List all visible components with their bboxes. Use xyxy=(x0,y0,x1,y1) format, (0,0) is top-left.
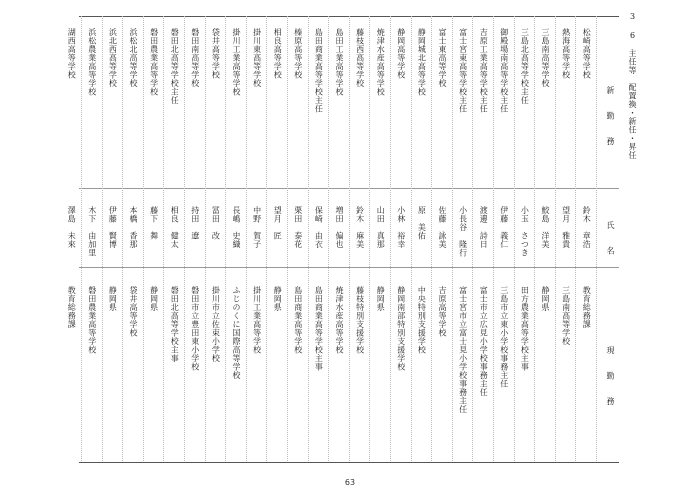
new-post-cell: 相良高等学校 xyxy=(273,28,283,79)
personnel-table xyxy=(67,16,619,461)
new-post-cell: 島田商業高等学校主任 xyxy=(314,28,324,113)
table-row xyxy=(288,16,309,461)
current-post-cell: 田方農業高等学校主事 xyxy=(520,286,530,371)
name-cell: 鮫島 洋美 xyxy=(540,206,550,249)
current-post-cell: 静岡県 xyxy=(108,286,118,312)
header-new-post: 新 勤 務 xyxy=(606,86,615,146)
new-post-cell: 三島南高等学校 xyxy=(540,28,550,88)
table-row xyxy=(309,16,330,461)
current-post-cell: 藤枝特別支援学校 xyxy=(355,286,365,354)
name-cell: 相良 健太 xyxy=(170,206,180,249)
new-post-cell: 静岡高等学校 xyxy=(396,28,406,79)
page-number: 63 xyxy=(344,478,356,487)
new-post-cell: 磐田北高等学校主任 xyxy=(170,28,180,105)
table-row xyxy=(556,16,577,461)
table-row xyxy=(494,16,515,461)
new-post-cell: 御殿場南高等学校主任 xyxy=(499,28,509,113)
table-row xyxy=(226,16,247,461)
current-post-cell: 静岡県 xyxy=(376,286,386,312)
name-cell: 保崎 由衣 xyxy=(314,206,324,249)
new-post-cell: 焼津水産高等学校 xyxy=(376,28,386,96)
header-name: 氏 名 xyxy=(606,221,615,255)
current-post-cell: 掛川工業高等学校 xyxy=(252,286,262,354)
current-post-cell: 教育総務課 xyxy=(67,286,77,329)
name-cell: 鈴木 章浩 xyxy=(582,206,592,249)
table-row xyxy=(329,16,350,461)
table-row xyxy=(103,16,124,461)
new-post-cell: 熱海高等学校 xyxy=(561,28,571,79)
table-row xyxy=(535,16,556,461)
new-post-cell: 静岡城北高等学校 xyxy=(417,28,427,96)
name-cell: 栗田 泰花 xyxy=(293,206,303,249)
name-cell: 小玉 さつき xyxy=(520,206,530,257)
table-row xyxy=(267,16,288,461)
table-row xyxy=(391,16,412,461)
current-post-cell: 静岡県 xyxy=(273,286,283,312)
current-post-cell: 静岡南部特別支援学校 xyxy=(396,286,406,371)
table-row xyxy=(82,16,103,461)
new-post-cell: 磐田農業高等学校 xyxy=(149,28,159,96)
name-cell: 長嶋 史織 xyxy=(231,206,241,249)
new-post-cell: 磐田南高等学校 xyxy=(190,28,200,88)
table-row xyxy=(247,16,268,461)
new-post-cell: 浜北西高等学校 xyxy=(108,28,118,88)
current-post-cell: 富士宮市立富士見小学校事務主任 xyxy=(458,286,468,414)
current-post-cell: 教育総務課 xyxy=(582,286,592,329)
new-post-cell: 湖西高等学校 xyxy=(67,28,77,79)
name-cell: 原 美佑 xyxy=(417,206,427,240)
name-cell: 望月 雅貴 xyxy=(561,206,571,249)
new-post-cell: 富士宮東高等学校主任 xyxy=(458,28,468,113)
new-post-cell: 三島北高等学校主任 xyxy=(520,28,530,105)
table-row xyxy=(206,16,227,461)
current-post-cell: 静岡県 xyxy=(149,286,159,312)
table-row xyxy=(164,16,185,461)
current-post-cell: 三島市立東小学校事務主任 xyxy=(499,286,509,388)
name-cell: 増田 偏也 xyxy=(334,206,344,249)
name-cell: 小長谷 隆行 xyxy=(458,206,468,257)
new-post-cell: 浜松北高等学校 xyxy=(128,28,138,88)
name-cell: 山田 真那 xyxy=(376,206,386,249)
current-post-cell: ふじのくに国際高等学校 xyxy=(231,286,241,380)
table-row xyxy=(515,16,536,461)
current-post-cell: 袋井高等学校 xyxy=(128,286,138,337)
table-row xyxy=(144,16,165,461)
table-row xyxy=(370,16,391,461)
current-post-cell: 中央特別支援学校 xyxy=(417,286,427,354)
header-current-post: 現 勤 務 xyxy=(606,346,615,406)
name-cell: 澤島 未來 xyxy=(67,206,77,249)
current-post-cell: 掛川市立佐束小学校 xyxy=(211,286,221,363)
current-post-cell: 磐田北高等学校主事 xyxy=(170,286,180,363)
name-cell: 木下 由加里 xyxy=(87,206,97,257)
name-cell: 渡邊 詩日 xyxy=(479,206,489,249)
current-post-cell: 磐田農業高等学校 xyxy=(87,286,97,354)
name-cell: 冨田 改 xyxy=(211,206,221,240)
name-cell: 藤下 舞 xyxy=(149,206,159,240)
new-post-cell: 松崎高等学校 xyxy=(582,28,592,79)
new-post-cell: 島田工業高等学校 xyxy=(334,28,344,96)
current-post-cell: 島田商業高等学校主事 xyxy=(314,286,324,371)
table-row xyxy=(432,16,453,461)
current-post-cell: 静岡県 xyxy=(540,286,550,312)
new-post-cell: 藤枝西高等学校 xyxy=(355,28,365,88)
name-cell: 望月 匠 xyxy=(273,206,283,240)
new-post-cell: 浜松農業高等学校 xyxy=(87,28,97,96)
name-cell: 持田 遼 xyxy=(190,206,200,240)
table-row xyxy=(61,16,82,461)
table-row xyxy=(576,16,597,461)
table-row xyxy=(185,16,206,461)
section-title: 3 6 主任等 配置換・新任・昇任 xyxy=(628,12,637,160)
new-post-cell: 吉原工業高等学校主任 xyxy=(479,28,489,113)
name-cell: 中野 賀子 xyxy=(252,206,262,249)
name-cell: 伊藤 賢博 xyxy=(108,206,118,249)
table-row xyxy=(350,16,371,461)
name-cell: 鈴木 麻美 xyxy=(355,206,365,249)
current-post-cell: 吉原高等学校 xyxy=(437,286,447,337)
current-post-cell: 焼津水産高等学校 xyxy=(334,286,344,354)
table-row xyxy=(412,16,433,461)
current-post-cell: 富士市立広見小学校事務主任 xyxy=(479,286,489,397)
current-post-cell: 三島南高等学校 xyxy=(561,286,571,346)
name-cell: 伊藤 義仁 xyxy=(499,206,509,249)
name-cell: 佐藤 詠美 xyxy=(437,206,447,249)
current-post-cell: 磐田市立豊田東小学校 xyxy=(190,286,200,371)
new-post-cell: 袋井高等学校 xyxy=(211,28,221,79)
new-post-cell: 富士東高等学校 xyxy=(437,28,447,88)
name-cell: 小林 裕幸 xyxy=(396,206,406,249)
current-post-cell: 島田商業高等学校 xyxy=(293,286,303,354)
table-row xyxy=(123,16,144,461)
new-post-cell: 榛原高等学校 xyxy=(293,28,303,79)
new-post-cell: 掛川東高等学校 xyxy=(252,28,262,88)
new-post-cell: 掛川工業高等学校 xyxy=(231,28,241,96)
name-cell: 本橋 香那 xyxy=(128,206,138,249)
table-row xyxy=(473,16,494,461)
table-row xyxy=(453,16,474,461)
